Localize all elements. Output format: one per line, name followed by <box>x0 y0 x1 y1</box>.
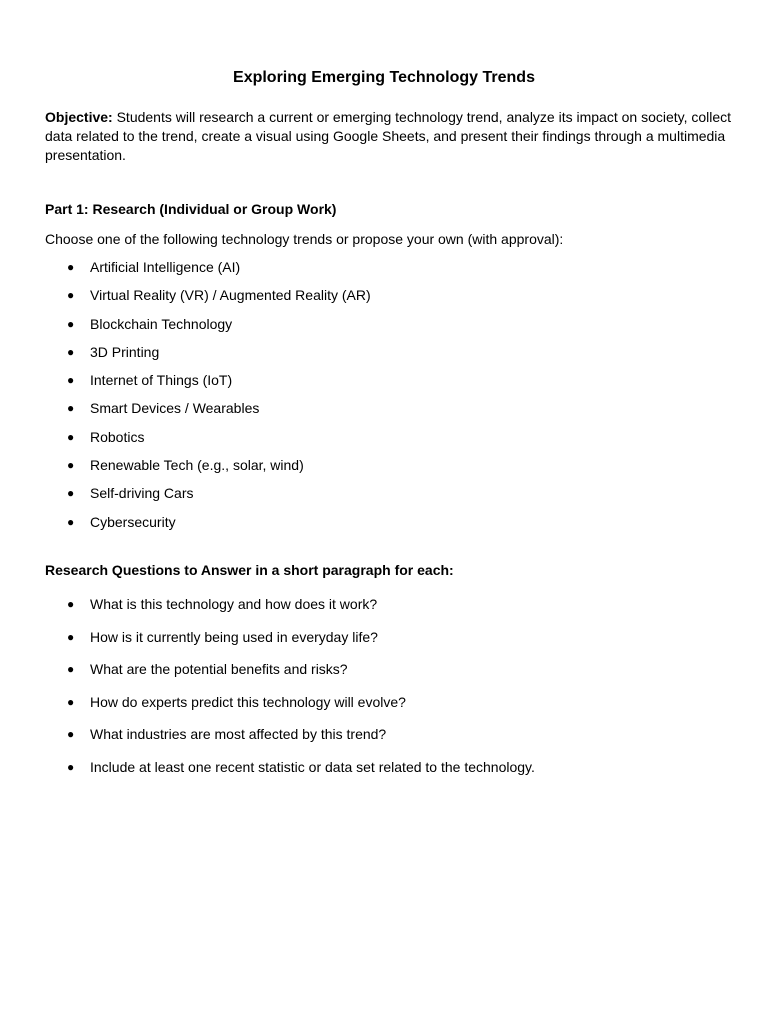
list-item <box>0 286 371 314</box>
objective-label: Objective: <box>45 109 113 125</box>
list-item <box>0 428 371 456</box>
list-item <box>0 628 535 661</box>
bullet-icon: ● <box>67 344 75 359</box>
bullet-icon: ● <box>67 401 75 416</box>
questions-heading: Research Questions to Answer in a short paragraph for each: <box>45 562 454 578</box>
trend-label: Internet of Things (IoT) <box>90 372 233 389</box>
question-text: What are the potential benefits and risks? <box>90 661 348 677</box>
list-item <box>0 371 371 399</box>
bullet-icon: ● <box>67 486 75 501</box>
question-text: What is this technology and how does it work? <box>90 596 378 612</box>
list-item <box>0 660 535 693</box>
trend-label: Self-driving Cars <box>90 485 194 502</box>
question-text: What industries are most affected by this trend? <box>90 726 387 742</box>
question-list <box>0 595 535 790</box>
page-title: Exploring Emerging Technology Trends <box>233 69 535 86</box>
trend-list <box>0 258 371 541</box>
list-item <box>0 343 371 371</box>
bullet-icon: ● <box>67 260 75 274</box>
trend-label: Blockchain Technology <box>90 315 233 332</box>
objective-text: Students will research a current or emerging technology trend, analyze its impact on society, collect data related to the trend, create a visual using Google Sheets, and present their findings through a multimedia presentation. <box>45 109 732 163</box>
list-item <box>0 315 371 343</box>
trend-label: Smart Devices / Wearables <box>90 400 260 417</box>
trend-label: Cybersecurity <box>90 513 176 530</box>
bullet-icon: ● <box>67 316 75 331</box>
list-item <box>0 456 371 484</box>
list-item <box>0 399 371 427</box>
choose-instruction: Choose one of the following technology trends or propose your own (with approval): <box>45 231 564 247</box>
bullet-icon: ● <box>67 429 75 444</box>
bullet-icon: ● <box>67 514 75 529</box>
question-text: Include at least one recent statistic or data set related to the technology. <box>90 758 535 775</box>
list-item <box>0 595 535 628</box>
trend-label: 3D Printing <box>90 343 160 360</box>
bullet-icon: ● <box>67 373 75 388</box>
question-text: How is it currently being used in everyday life? <box>90 628 378 645</box>
list-item <box>0 693 535 726</box>
list-item <box>0 513 371 541</box>
list-item <box>0 258 371 286</box>
trend-label: Virtual Reality (VR) / Augmented Reality (AR) <box>90 287 371 304</box>
bullet-icon: ● <box>67 458 75 473</box>
bullet-icon: ● <box>67 597 75 611</box>
objective-paragraph <box>45 108 735 165</box>
trend-label: Robotics <box>90 428 145 445</box>
bullet-icon: ● <box>67 759 75 774</box>
list-item <box>0 725 535 758</box>
bullet-icon: ● <box>67 694 75 709</box>
question-text: How do experts predict this technology will evolve? <box>90 693 406 710</box>
bullet-icon: ● <box>67 727 75 741</box>
trend-label: Renewable Tech (e.g., solar, wind) <box>90 457 304 474</box>
part1-heading: Part 1: Research (Individual or Group Work) <box>45 201 337 217</box>
list-item <box>0 484 371 512</box>
bullet-icon: ● <box>67 629 75 644</box>
bullet-icon: ● <box>67 288 75 303</box>
trend-label: Artificial Intelligence (AI) <box>90 259 241 275</box>
bullet-icon: ● <box>67 662 75 676</box>
list-item <box>0 758 535 791</box>
